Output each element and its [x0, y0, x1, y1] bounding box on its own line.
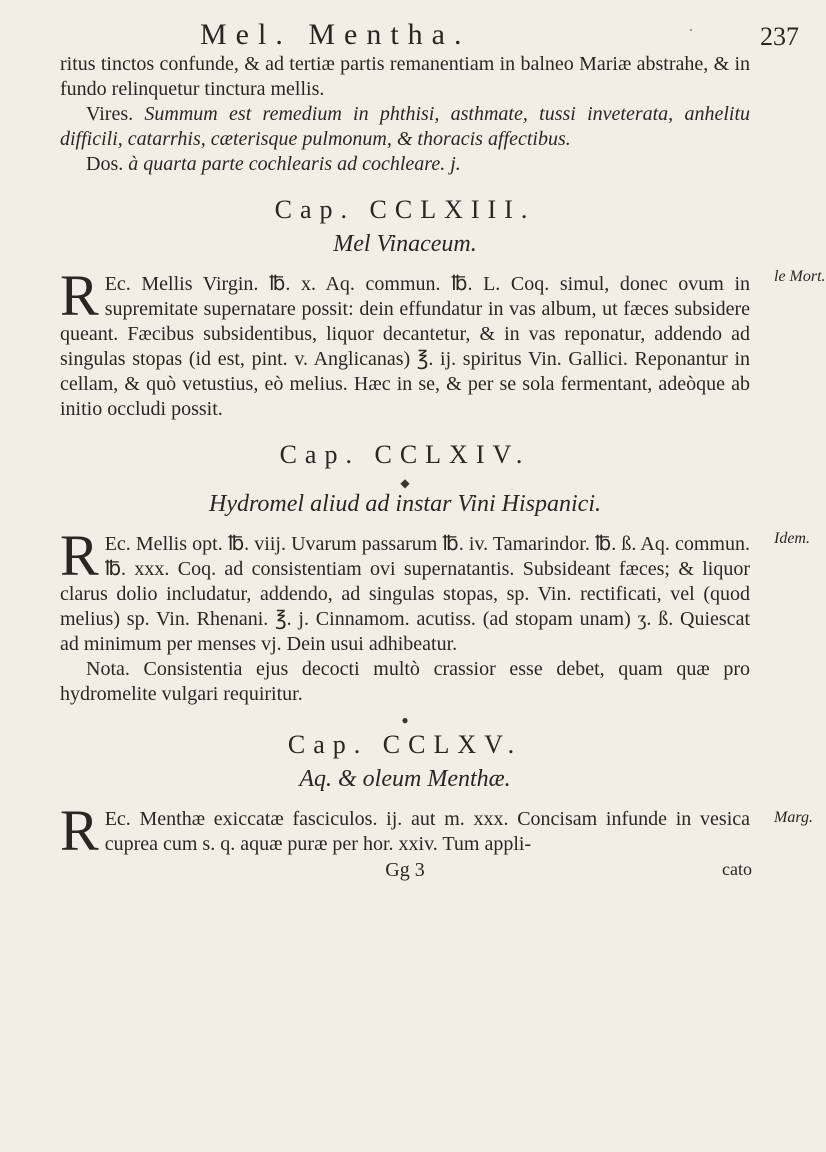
chapter-heading-263: Cap. CCLXIII.: [274, 195, 536, 224]
signature-mark: Gg 3: [385, 859, 425, 881]
chapter-subtitle-263: Mel Vinaceum.: [333, 231, 477, 257]
running-title: Mel. Mentha.: [200, 18, 471, 51]
margin-note-263: le Mort.: [774, 268, 826, 285]
page-number: 237: [760, 22, 799, 51]
chapter-subtitle-265: Aq. & oleum Menthæ.: [299, 766, 511, 792]
drop-cap-264: R: [60, 523, 99, 588]
nota-paragraph: Nota. Consistentia ejus decocti multò crassior esse debet, quam quæ pro hydromelite vulgari requiritur.: [60, 658, 750, 705]
ornament-icon: ◆: [400, 476, 410, 490]
chapter-heading-265: Cap. CCLXV.: [287, 730, 523, 759]
vires-paragraph: [60, 102, 750, 152]
dose-paragraph: [60, 152, 750, 177]
chapter-265: [60, 798, 813, 863]
chapter-264: [60, 523, 810, 707]
chapter-263: [60, 263, 826, 422]
chapter-subtitle-264: Hydromel aliud ad instar Vini Hispanici.: [209, 491, 601, 517]
drop-cap-263: R: [60, 263, 99, 328]
margin-note-264: Idem.: [774, 530, 810, 547]
recipe-263: [60, 263, 750, 422]
recipe-264-text: Ec. Mellis opt. ℔. viij. Uvarum passarum ℔. iv. Tamarindor. ℔. ß. Aq. commun. ℔. xxx. Coq. ad consistentiam ovi supernatantis. Subsideant fæces; & liquor clarus dolio includatur, addendo, ad singulas stopas, sp. Vin. rectificati, vel (quod melius) sp. Vin. Rhenani. ℥. j. Cinnamom. acutiss. (ad stopam unam) ʒ. ß. Quiescat ad minimum per menses vj. Dein usui adhibeatur.: [60, 533, 750, 655]
recipe-265: [60, 798, 750, 863]
vires-text: Summum est remedium in phthisi, asthmate, tussi inveterata, anhelitu difficili, catarrhis, cæterisque pulmonum, & thoracis affectibus.: [60, 103, 751, 150]
margin-note-265: Marg.: [774, 809, 813, 826]
dose-label: Dos.: [86, 153, 124, 175]
dose-text: à quarta parte cochlearis ad cochleare. j.: [128, 153, 461, 175]
chapter-heading-264: Cap. CCLXIV.: [279, 440, 531, 469]
ornament-dot-icon: ●: [401, 713, 409, 727]
intro-paragraph: ritus tinctos confunde, & ad tertiæ partis remanentiam in balneo Mariæ abstrahe, & in fundo relinquetur tinctura mellis.: [60, 53, 750, 100]
header-dot: ·: [688, 20, 694, 40]
recipe-265-text: Ec. Menthæ exiccatæ fasciculos. ij. aut m. xxx. Concisam infunde in vesica cuprea cum s. q. aquæ puræ per hor. xxiv. Tum appli-: [104, 808, 750, 855]
catchword: cato: [722, 859, 752, 879]
signature-line: [60, 859, 750, 882]
vires-label: Vires.: [86, 103, 134, 125]
recipe-264: [60, 523, 750, 657]
page-body: [60, 52, 826, 882]
drop-cap-265: R: [60, 798, 99, 863]
recipe-263-text: Ec. Mellis Virgin. ℔. x. Aq. commun. ℔. L. Coq. simul, donec ovum in supremitate supernatare possit: dein effundatur in vas album, ut fæces subsidere queant. Fæcibus subsidentibus, liquor decantetur, & in vas reponatur, addendo ad singulas stopas (id est, pint. v. Anglicanas) ℥. ij. spiritus Vin. Gallici. Reponantur in cellam, & quò vetustius, eò melius. Hæc in se, & per se sola fermentant, adeòque ab initio occludi possit.: [60, 273, 750, 420]
